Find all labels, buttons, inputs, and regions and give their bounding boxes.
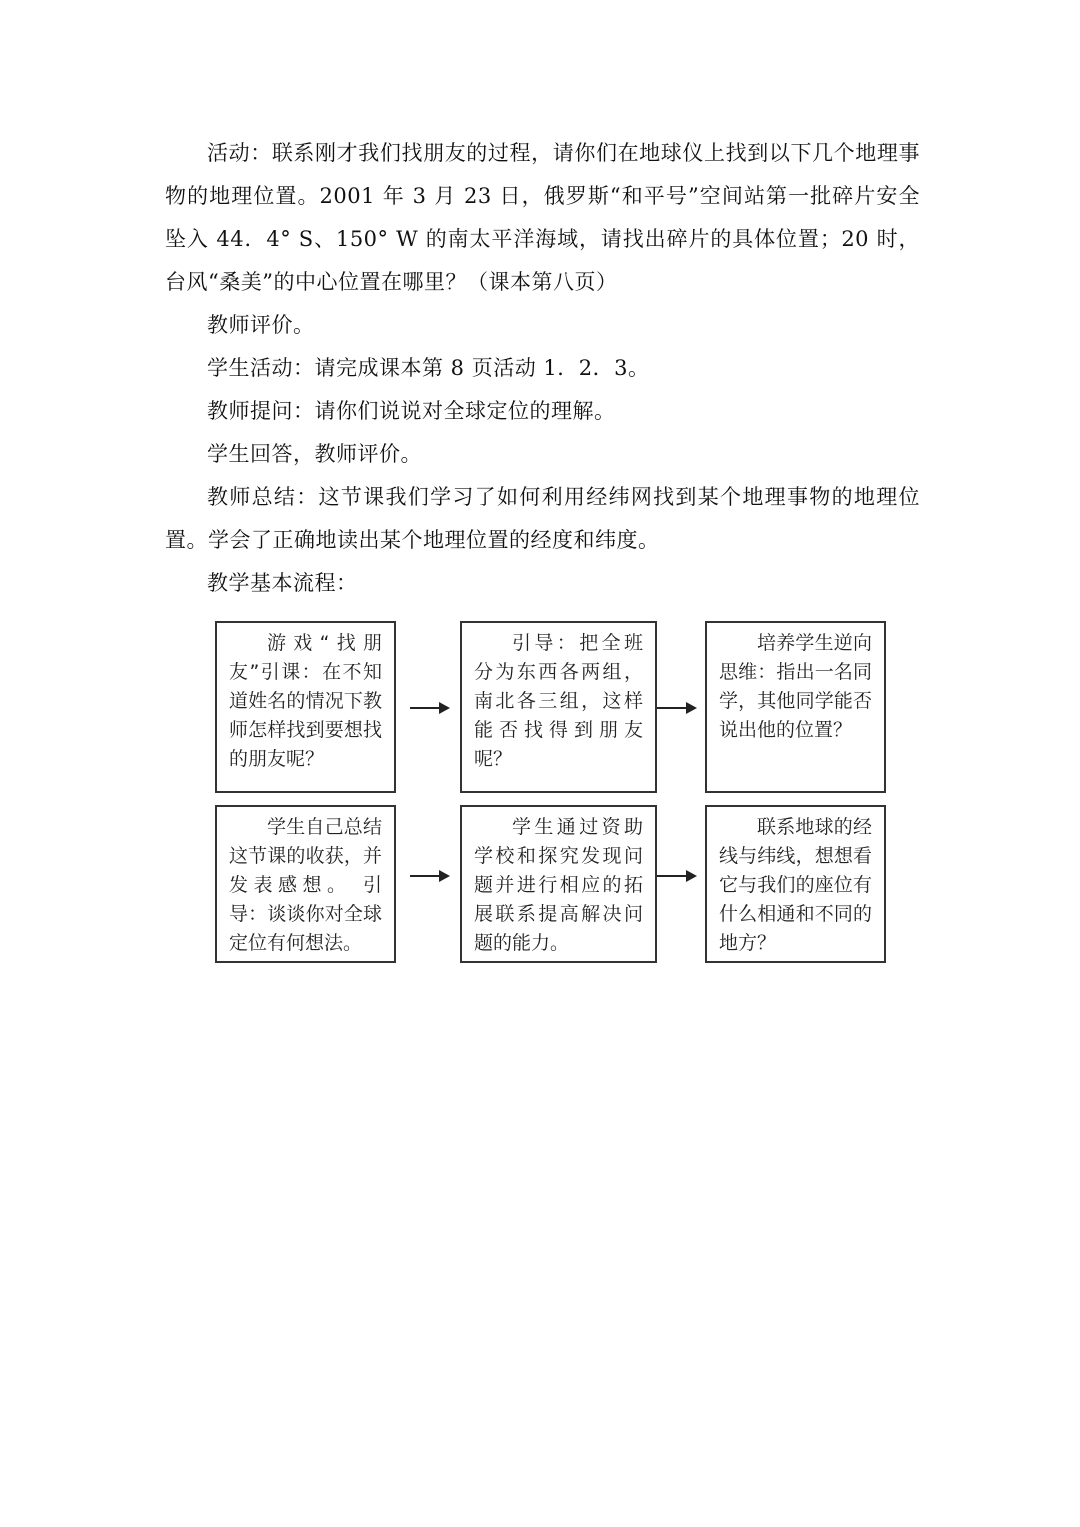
teacher-evaluation-paragraph: 教师评价。 (207, 313, 315, 337)
flow-arrow-2 (657, 707, 695, 709)
flow-arrow-1 (410, 707, 448, 709)
flow-box-problem-solving: 学生通过资助学校和探究发现问题并进行相应的拓展联系提高解决问题的能力。 (460, 805, 657, 963)
flow-box-group-guidance: 引导：把全班分为东西各两组，南北各三组，这样能否找得到朋友呢？ (460, 621, 657, 793)
body-text (165, 132, 920, 605)
teacher-question-paragraph: 教师提问：请你们说说对全球定位的理解。 (207, 399, 616, 423)
flow-box-reverse-thinking: 培养学生逆向思维：指出一名同学，其他同学能否说出他的位置？ (705, 621, 886, 793)
teacher-summary-paragraph: 教师总结：这节课我们学习了如何利用经纬网找到某个地理事物的地理位置。学会了正确地读出某个地理位置的经度和纬度。 (165, 485, 920, 552)
flow-arrow-3 (410, 875, 448, 877)
flow-box-student-summary: 学生自己总结这节课的收获，并发表感想。 引导：谈谈你对全球定位有何想法。 (215, 805, 396, 963)
activity-paragraph: 活动：联系刚才我们找朋友的过程，请你们在地球仪上找到以下几个地理事物的地理位置。2001 年 3 月 23 日，俄罗斯“和平号”空间站第一批碎片安全坠入 44．4° S、150° W 的南太平洋海域，请找出碎片的具体位置；20 时，台风“桑美”的中心位置在哪里？（课本第八页） (165, 141, 920, 294)
flow-box-meridian-comparison: 联系地球的经线与纬线，想想看它与我们的座位有什么相通和不同的地方？ (705, 805, 886, 963)
flow-box-find-friends-game: 游戏“找朋友”引课：在不知道姓名的情况下教师怎样找到要想找的朋友呢？ (215, 621, 396, 793)
flow-heading: 教学基本流程： (207, 571, 358, 595)
student-activity-paragraph: 学生活动：请完成课本第 8 页活动 1．2．3。 (207, 356, 650, 380)
flow-arrow-4 (657, 875, 695, 877)
student-answer-paragraph: 学生回答，教师评价。 (207, 442, 422, 466)
